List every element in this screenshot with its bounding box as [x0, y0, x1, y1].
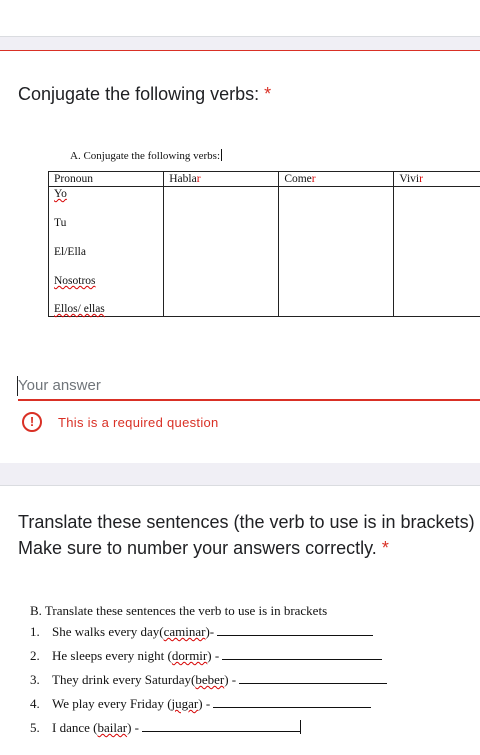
answer-blank	[213, 693, 371, 708]
error-text: This is a required question	[58, 414, 219, 430]
text-cursor	[300, 720, 301, 734]
top-card-stub	[0, 0, 480, 37]
header-vivir: Vivir	[394, 172, 480, 187]
translate-item: 1. She walks every day(caminar)-	[30, 620, 387, 644]
translate-list	[30, 620, 387, 740]
answer-input[interactable]	[18, 373, 480, 401]
translate-item: 4. We play every Friday (jugar) -	[30, 692, 387, 716]
image-caption: A. Conjugate the following verbs:	[70, 150, 221, 162]
answer-blank	[239, 669, 387, 684]
answer-blank	[217, 621, 373, 636]
question-title-line1: Translate these sentences (the verb to use is in brackets)	[18, 512, 475, 532]
text-cursor	[221, 149, 222, 161]
pronoun-cell	[49, 187, 164, 317]
input-caret	[17, 376, 18, 396]
answer-blank	[142, 717, 300, 732]
card-gap	[0, 463, 480, 485]
answer-placeholder: Your answer	[18, 377, 101, 394]
pronoun-tu: Tu	[54, 217, 67, 229]
pronoun-yo: Yo	[54, 188, 67, 200]
conjugation-table	[48, 171, 480, 317]
header-pronoun: Pronoun	[49, 172, 164, 187]
translate-heading: B. Translate these sentences the verb to use is in brackets	[30, 603, 328, 618]
pronoun-nosotros: Nosotros	[54, 275, 96, 287]
required-error	[22, 411, 219, 433]
header-comer: Comer	[279, 172, 394, 187]
answer-blank	[222, 645, 382, 660]
question-title-line2: Make sure to number your answers correctly. *	[18, 538, 389, 558]
pronoun-el-ella: El/Ella	[54, 246, 86, 258]
required-asterisk: *	[264, 84, 272, 104]
required-asterisk: *	[381, 538, 389, 558]
hablar-cell	[164, 187, 279, 317]
translate-item: 2. He sleeps every night (dormir) -	[30, 644, 387, 668]
translate-item: 3. They drink every Saturday(beber) -	[30, 668, 387, 692]
header-hablar: Hablar	[164, 172, 279, 187]
vivir-cell	[394, 187, 480, 317]
comer-cell	[279, 187, 394, 317]
question-title: Conjugate the following verbs: *	[18, 84, 272, 104]
translate-item: 5. I dance (bailar) -	[30, 716, 387, 740]
error-icon: !	[22, 412, 42, 432]
pronoun-ellos-ellas: Ellos/ ellas	[54, 303, 105, 315]
